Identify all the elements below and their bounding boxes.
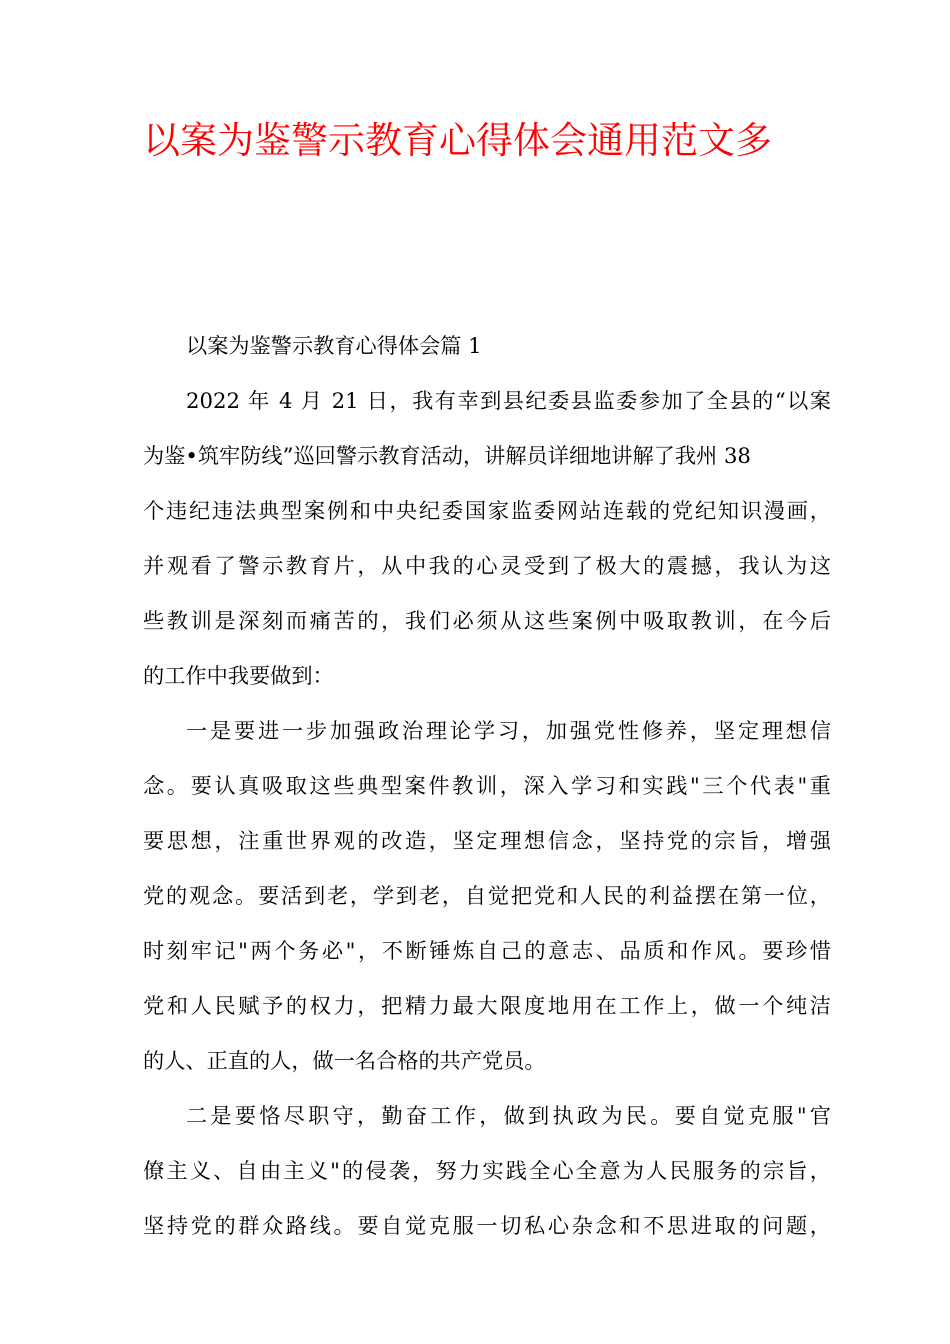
paragraph-line: 的人、正直的人，做一名合格的共产党员。 <box>143 1048 546 1073</box>
paragraph-line: 些教训是深刻而痛苦的，我们必须从这些案例中吸取教训，在今后 <box>143 608 831 633</box>
paragraph-line: 党的观念。要活到老，学到老，自觉把党和人民的利益摆在第一位， <box>143 883 831 908</box>
paragraph-line: 要思想，注重世界观的改造，坚定理想信念，坚持党的宗旨，增强 <box>143 828 831 853</box>
paragraph-line: 坚持党的群众路线。要自觉克服一切私心杂念和不思进取的问题， <box>143 1213 831 1238</box>
paragraph-line: 2022 年 4 月 21 日，我有幸到县纪委县监委参加了全县的“以案 <box>186 388 831 413</box>
paragraph-1 <box>143 373 831 703</box>
paragraph-line: 僚主义、自由主义"的侵袭，努力实践全心全意为人民服务的宗旨， <box>143 1158 831 1183</box>
paragraph-line: 党和人民赋予的权力，把精力最大限度地用在工作上，做一个纯洁 <box>143 993 831 1018</box>
section-heading: 以案为鉴警示教育心得体会篇 1 <box>186 333 482 358</box>
paragraph-3 <box>143 1088 831 1253</box>
paragraph-line: 的工作中我要做到： <box>143 663 334 688</box>
paragraph-line: 并观看了警示教育片，从中我的心灵受到了极大的震撼，我认为这 <box>143 553 831 578</box>
paragraph-2 <box>143 703 831 1088</box>
paragraph-line: 个违纪违法典型案例和中央纪委国家监委网站连载的党纪知识漫画， <box>143 498 831 523</box>
paragraph-line: 一是要进一步加强政治理论学习，加强党性修养，坚定理想信 <box>186 718 831 743</box>
document-body <box>143 318 831 1253</box>
document-title: 以案为鉴警示教育心得体会通用范文多 <box>143 119 772 162</box>
paragraph-line: 时刻牢记"两个务必"，不断锤炼自己的意志、品质和作风。要珍惜 <box>143 938 831 963</box>
paragraph-line: 念。要认真吸取这些典型案件教训，深入学习和实践"三个代表"重 <box>143 773 831 798</box>
paragraph-line: 二是要恪尽职守，勤奋工作，做到执政为民。要自觉克服"官 <box>186 1103 831 1128</box>
paragraph-line: 为鉴•筑牢防线”巡回警示教育活动，讲解员详细地讲解了我州 38 <box>143 443 751 468</box>
